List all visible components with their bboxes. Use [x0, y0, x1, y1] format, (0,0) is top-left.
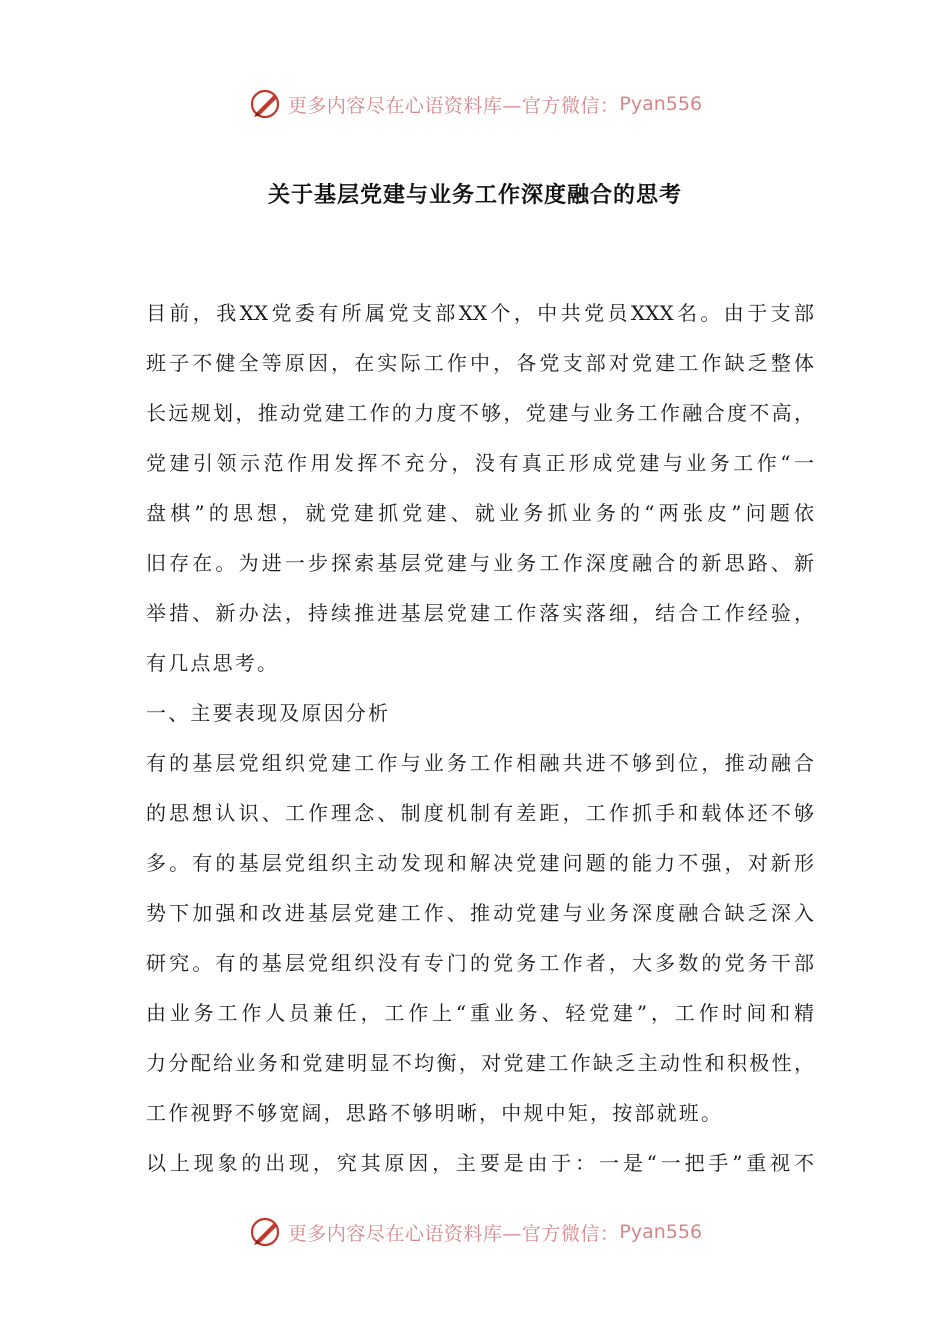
- document-body: [146, 288, 814, 1188]
- body-line: 有的基层党组织党建工作与业务工作相融共进不够到位，推动融合: [146, 751, 814, 775]
- body-line: 的思想认识、工作理念、制度机制有差距，工作抓手和载体还不够: [146, 801, 814, 825]
- watermark-wechat-id: Pyan556: [619, 1221, 703, 1243]
- body-line: 长远规划，推动党建工作的力度不够，党建与业务工作融合度不高，: [146, 401, 814, 425]
- document-title: 关于基层党建与业务工作深度融合的思考: [267, 183, 682, 208]
- body-line: 举措、新办法，持续推进基层党建工作落实落细，结合工作经验，: [146, 601, 814, 625]
- body-line: 有几点思考。: [146, 651, 280, 675]
- body-line: 班子不健全等原因，在实际工作中，各党支部对党建工作缺乏整体: [146, 351, 814, 375]
- watermark-wechat-id: Pyan556: [619, 93, 703, 115]
- body-line: 势下加强和改进基层党建工作、推动党建与业务深度融合缺乏深入: [146, 901, 814, 925]
- body-line: 由业务工作人员兼任，工作上“重业务、轻党建”，工作时间和精: [146, 1001, 814, 1025]
- body-line: 以上现象的出现，究其原因，主要是由于：一是“一把手”重视不: [146, 1151, 814, 1175]
- body-line: 力分配给业务和党建明显不均衡，对党建工作缺乏主动性和积极性，: [146, 1051, 814, 1075]
- body-line: 工作视野不够宽阔，思路不够明晰，中规中矩，按部就班。: [146, 1101, 724, 1125]
- watermark-banner-top: [0, 84, 950, 124]
- body-line: 目前，我XX党委有所属党支部XX个，中共党员XXX名。由于支部: [146, 301, 814, 325]
- body-line: 多。有的基层党组织主动发现和解决党建问题的能力不强，对新形: [146, 851, 814, 875]
- body-line: 盘棋”的思想，就党建抓党建、就业务抓业务的“两张皮”问题依: [146, 501, 814, 525]
- watermark-text: 更多内容尽在心语资料库—官方微信：: [287, 94, 620, 117]
- pen-circle-logo-icon: [248, 86, 284, 122]
- body-line: 研究。有的基层党组织没有专门的党务工作者，大多数的党务干部: [146, 951, 814, 975]
- pen-circle-logo-icon: [248, 1214, 284, 1250]
- watermark-text: 更多内容尽在心语资料库—官方微信：: [287, 1222, 620, 1245]
- section-heading: 一、主要表现及原因分析: [146, 701, 391, 725]
- watermark-banner-bottom: [0, 1212, 950, 1252]
- body-line: 旧存在。为进一步探索基层党建与业务工作深度融合的新思路、新: [146, 551, 814, 575]
- body-line: 党建引领示范作用发挥不充分，没有真正形成党建与业务工作“一: [146, 451, 814, 475]
